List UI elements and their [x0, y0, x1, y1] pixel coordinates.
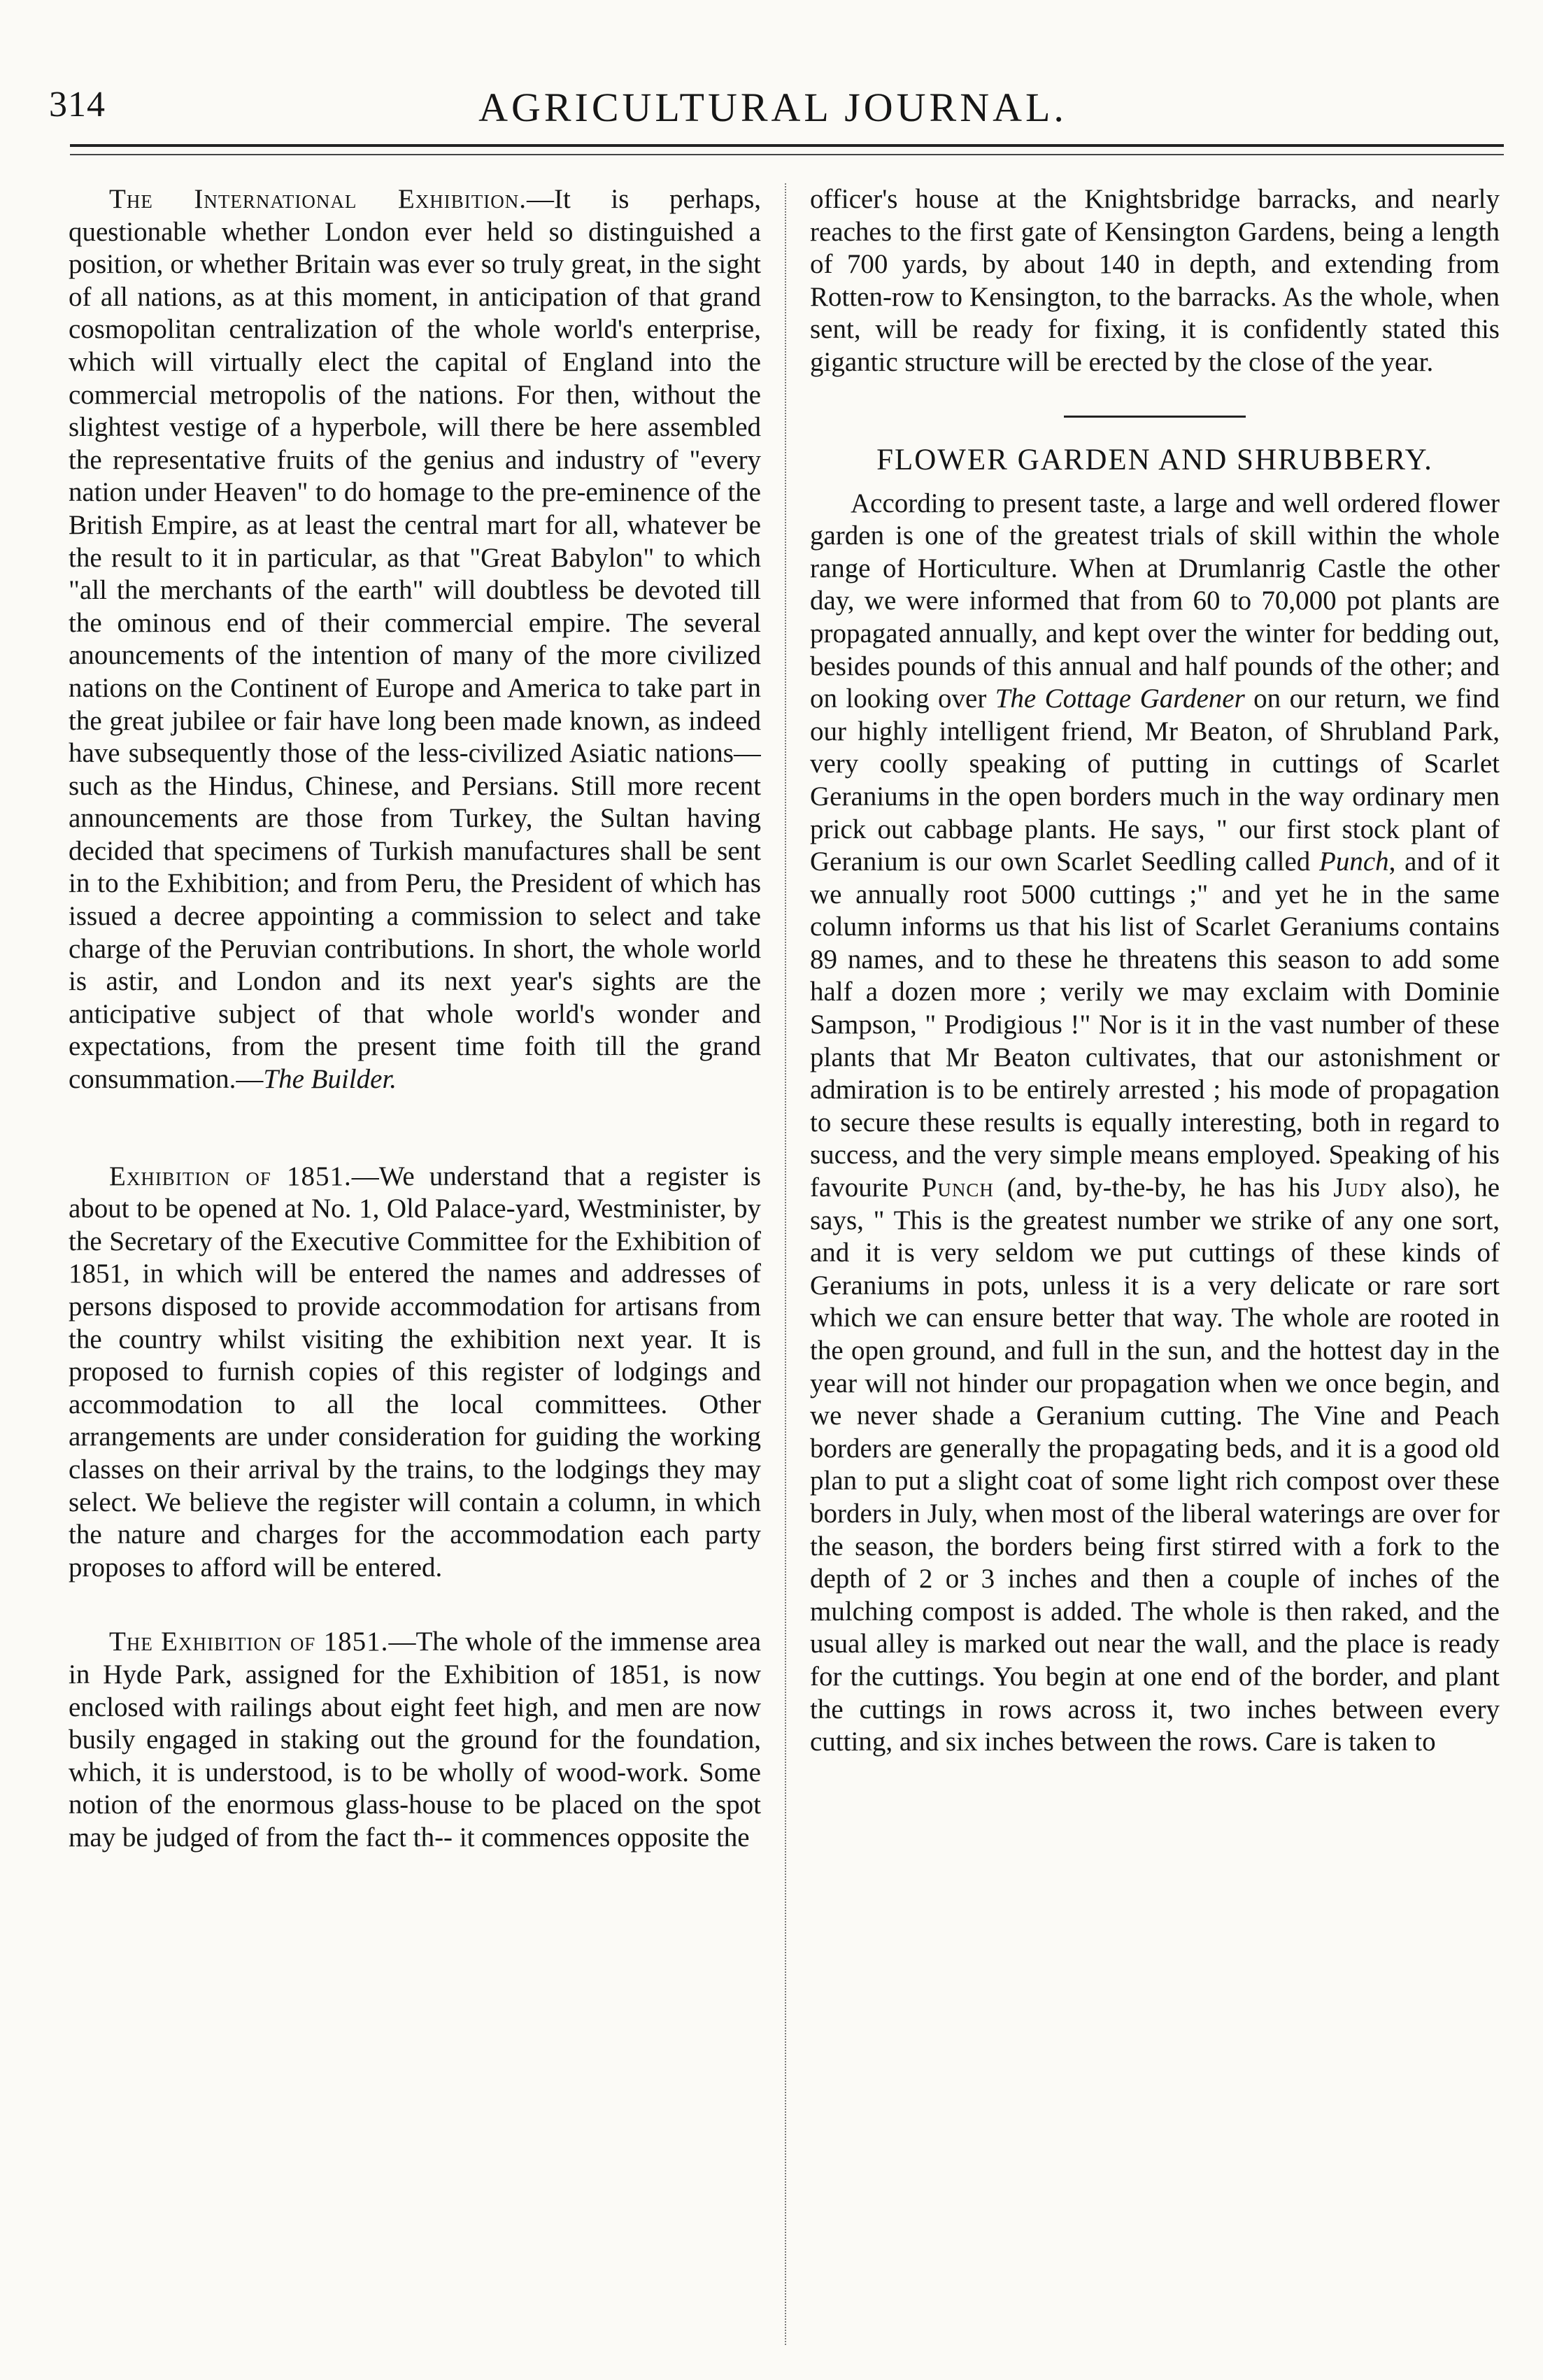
left-column: [69, 183, 761, 2345]
variety-name-smallcaps: Judy: [1333, 1173, 1388, 1203]
page-header: [49, 78, 1497, 145]
article-exhibition-register: [69, 1161, 761, 1585]
article-source: The Builder.: [263, 1064, 397, 1095]
article-body: —The whole of the immense area in Hyde Park, assigned for the Exhibition of 1851, is now enclosed with railings about eight feet high, and men are now busily engaged in staking out the ground for the foundation, which, it is understood, is to be wholly of wood-work. Some notion of the enormous glass-house to be placed on the spot may be judged of from the fact th-- it commences opposite the: [69, 1627, 761, 1853]
article-body: According to present taste, a large and well ordered flower garden is one of the greatest trials of skill within the whole range of Horticulture. When at Drumlanrig Castle the other day, we were informed that from 60 to 70,000 pot plants are propagated annually, and kept over the winter for bedding out, besides pounds of this annual and half pounds of the other; and on looking over: [810, 488, 1500, 714]
article-heading: The Exhibition of 1851.: [109, 1627, 389, 1657]
article-exhibition-hyde-park: [69, 1626, 761, 1854]
article-international-exhibition: [69, 183, 761, 1096]
page-number: 314: [49, 85, 106, 125]
column-divider: [785, 183, 786, 2345]
periodical-title: The Cottage Gardener: [995, 683, 1245, 714]
header-rule-thin: [70, 154, 1504, 155]
article-flower-garden: [810, 488, 1500, 1759]
article-body: (and, by-the-by, he has his: [993, 1173, 1334, 1203]
article-body: also), he says, " This is the greatest number we strike of any one sort, and it is very seldom we put cuttings of these kinds of Geraniums in pots, unless it is a very delicate or rare sort which we can ensure better that way. The whole are rooted in the open ground, and full in the sun, and the hottest day in the year will not hinder our propagation when we once begin, and we never shade a Geranium cutting. The Vine and Peach borders are generally the propagating beds, and it is a good old plan to put a slight coat of some light rich compost over these borders in July, when most of the liberal waterings are over for the season, the borders being first stirred with a fork to the depth of 2 or 3 inches and then a couple of inches of the mulching compost is added. The whole is then raked, and the usual alley is marked out near the wall, and the place is ready for the cuttings. You begin at one end of the border, and plant the cuttings in rows across it, two inches between every cutting, and six inches between the rows. Care is taken to: [810, 1173, 1500, 1757]
right-column: [810, 183, 1500, 2345]
article-heading: The International Exhibition.: [109, 184, 527, 214]
header-rule-thick: [70, 144, 1504, 147]
article-body: on our return, we find our highly intelligent friend, Mr Beaton, of Shrubland Park, very coolly speaking of putting in cuttings of Scarlet Geraniums in the open borders much in the way ordinary men prick out cabbage plants. He says, " our first stock plant of Geranium is our own Scarlet Seedling called: [810, 683, 1500, 877]
section-title: FLOWER GARDEN AND SHRUBBERY.: [876, 443, 1433, 476]
variety-name-smallcaps: Punch: [921, 1173, 994, 1203]
variety-name: Punch: [1319, 847, 1389, 877]
article-heading: Exhibition of 1851.: [109, 1161, 352, 1191]
article-continuation: officer's house at the Knightsbridge barracks, and nearly reaches to the first gate of Kensington Gardens, being a length of 700 yards, by about 140 in depth, and extending from Rotten-row to Kensington, to the barracks. As the whole, when sent, will be ready for fixing, it is confidently stated this gigantic structure will be erected by the close of the year.: [810, 184, 1500, 377]
section-rule: [1064, 416, 1246, 418]
article-body: , and of it we annually root 5000 cuttings ;" and yet he in the same column informs us that his list of Scarlet Geraniums contains 89 names, and to these he threatens this season to add some half a dozen more ; verily we may exclaim with Dominie Sampson, " Prodigious !" Nor is it in the vast number of these plants that Mr Beaton cultivates, that our astonishment or admiration is to be entirely arrested ; his mode of propagation to secure these results is equally interesting, both in regard to success, and the very simple means employed. Speaking of his favourite: [810, 847, 1500, 1203]
running-title: AGRICULTURAL JOURNAL.: [478, 85, 1067, 130]
article-body: —We understand that a register is about to be opened at No. 1, Old Palace-yard, Westminister, by the Secretary of the Executive Committee for the Exhibition of 1851, in which will be entered the names and addresses of persons disposed to provide accommodation for artisans from the country whilst visiting the exhibition next year. It is proposed to furnish copies of this register of lodgings and accommodation to all the local committees. Other arrangements are under consideration for guiding the working classes on their arrival by the trains, to the lodgings they may select. We believe the register will contain a column, in which the nature and charges for the accommodation each party proposes to afford will be entered.: [69, 1161, 761, 1582]
article-body: —It is perhaps, questionable whether London ever held so distinguished a position, or whether Britain was ever so truly great, in the sight of all nations, as at this moment, in anticipation of that grand cosmopolitan centralization of the whole world's enterprise, which will virtually elect the capital of England into the commercial metropolis of the nations. For then, without the slightest vestige of a hyperbole, will there be here assembled the representative fruits of the genius and industry of "every nation under Heaven" to do homage to the pre-eminence of the British Empire, as at least the central mart for all, whatever be the result to it in particular, as that "Great Babylon" to which "all the merchants of the earth" will doubtless be devoted till the ominous end of their commercial empire. The several anouncements of the intention of many of the more civilized nations on the Continent of Europe and America to take part in the great jubilee or fair have long been made known, as indeed have subsequently those of the less-civilized Asiatic nations—such as the Hindus, Chinese, and Persians. Still more recent announcements are those from Turkey, the Sultan having decided that specimens of Turkish manufactures shall be sent in to the Exhibition; and from Peru, the President of which has issued a decree appointing a commission to select and take charge of the Peruvian contributions. In short, the whole world is astir, and London and its next year's sights are the anticipative subject of that whole world's wonder and expectations, from the present time foith till the grand consummation.—: [69, 184, 761, 1095]
